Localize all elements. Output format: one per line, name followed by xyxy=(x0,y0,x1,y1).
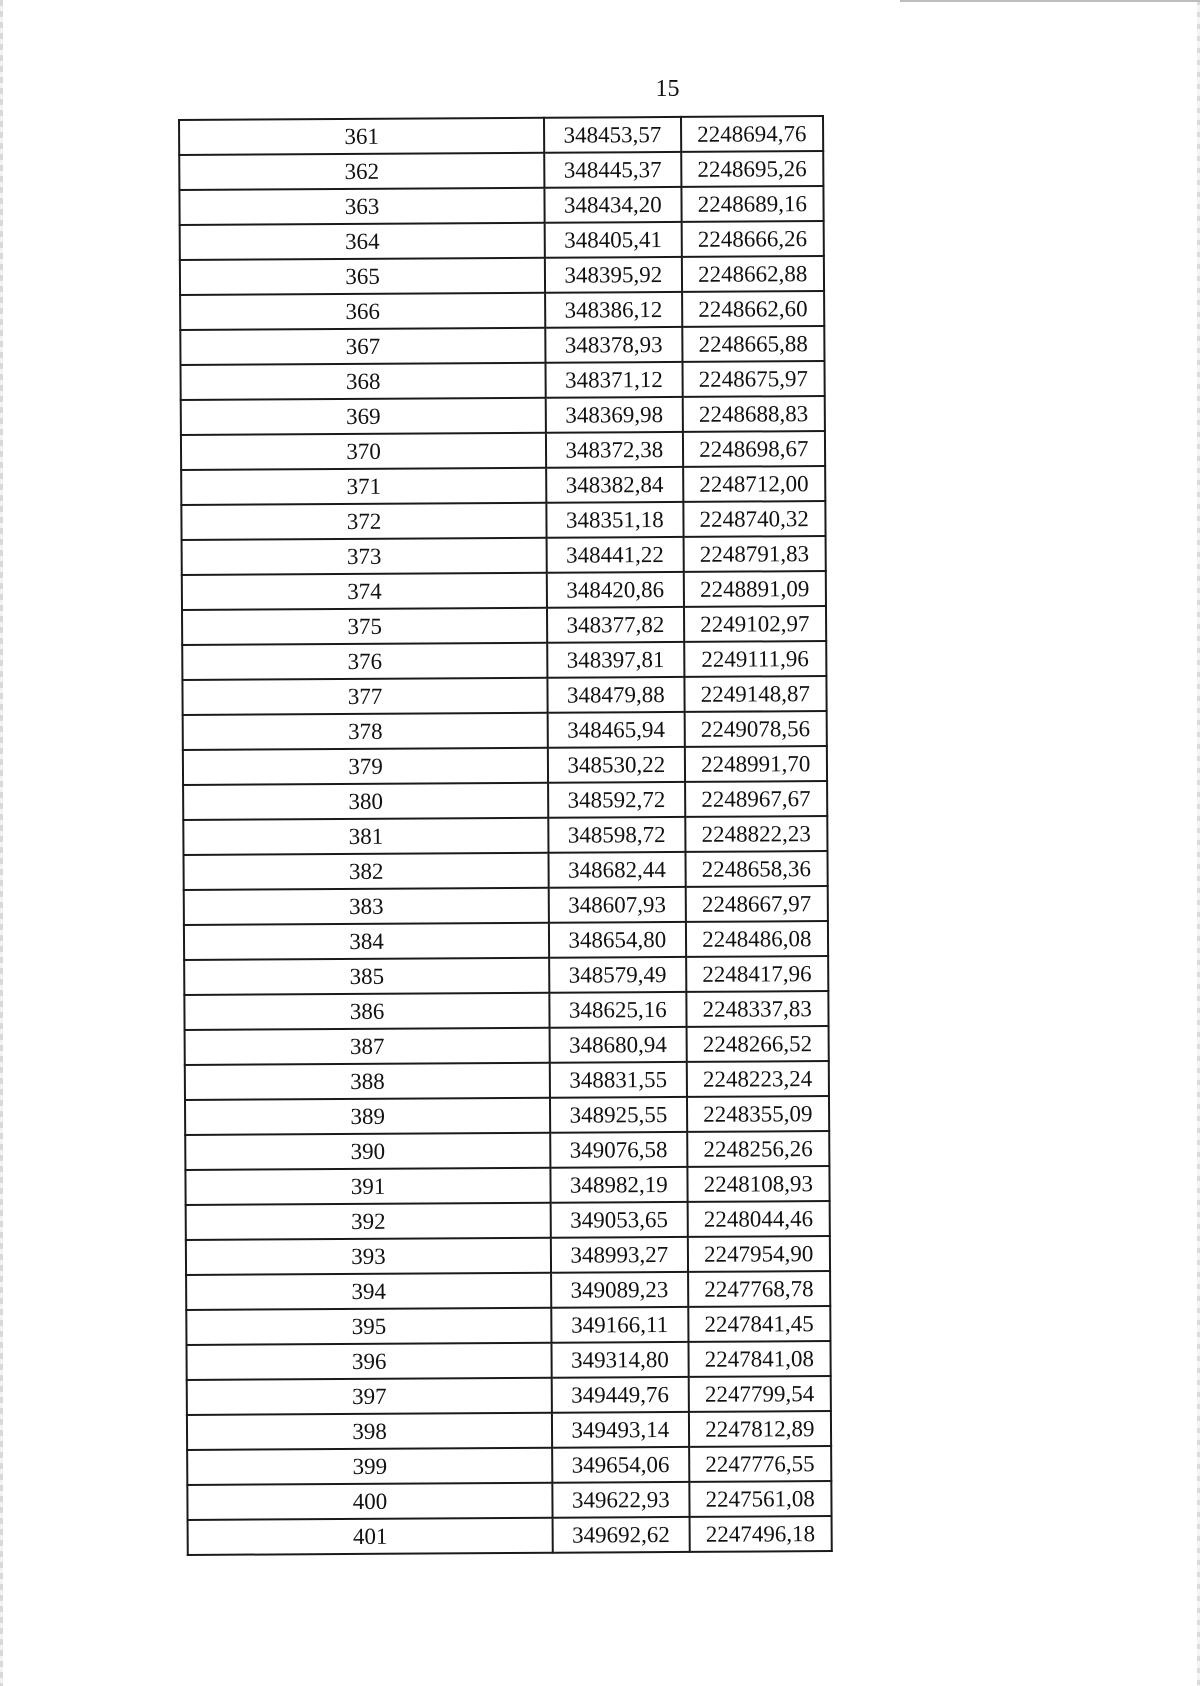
point-number-cell: 389 xyxy=(185,1098,550,1135)
point-number-cell: 361 xyxy=(179,118,544,155)
point-number-cell: 363 xyxy=(179,188,544,225)
y-coordinate-cell: 2248698,67 xyxy=(682,431,825,467)
x-coordinate-cell: 348530,22 xyxy=(548,747,685,783)
x-coordinate-cell: 348372,38 xyxy=(546,432,683,468)
point-number-cell: 376 xyxy=(182,643,547,680)
y-coordinate-cell: 2248337,83 xyxy=(686,991,829,1027)
x-coordinate-cell: 349622,93 xyxy=(552,1482,689,1518)
table-row xyxy=(187,1376,831,1415)
table-row xyxy=(182,571,826,610)
y-coordinate-cell: 2249148,87 xyxy=(684,676,827,712)
x-coordinate-cell: 348682,44 xyxy=(549,852,686,888)
point-number-cell: 397 xyxy=(187,1378,552,1415)
table-row xyxy=(180,291,824,330)
table-row xyxy=(181,431,825,470)
x-coordinate-cell: 348386,12 xyxy=(545,292,682,328)
table-row xyxy=(184,991,828,1030)
table-row xyxy=(180,221,824,260)
x-coordinate-cell: 348982,19 xyxy=(551,1167,688,1203)
table-row xyxy=(183,816,827,855)
y-coordinate-cell: 2248694,76 xyxy=(681,116,824,152)
point-number-cell: 377 xyxy=(182,678,547,715)
point-number-cell: 373 xyxy=(182,538,547,575)
table-row xyxy=(185,1026,829,1065)
x-coordinate-cell: 348405,41 xyxy=(545,222,682,258)
table-row xyxy=(185,1166,829,1205)
y-coordinate-cell: 2248689,16 xyxy=(681,186,824,222)
y-coordinate-cell: 2249102,97 xyxy=(684,606,827,642)
y-coordinate-cell: 2248044,46 xyxy=(687,1201,830,1237)
x-coordinate-cell: 349449,76 xyxy=(552,1377,689,1413)
x-coordinate-cell: 348680,94 xyxy=(550,1027,687,1063)
point-number-cell: 387 xyxy=(185,1028,550,1065)
x-coordinate-cell: 348592,72 xyxy=(548,782,685,818)
x-coordinate-cell: 348378,93 xyxy=(545,327,682,363)
x-coordinate-cell: 348371,12 xyxy=(546,362,683,398)
point-number-cell: 391 xyxy=(185,1168,550,1205)
x-coordinate-cell: 348453,57 xyxy=(544,117,681,153)
y-coordinate-cell: 2247561,08 xyxy=(689,1481,832,1517)
point-number-cell: 400 xyxy=(187,1483,552,1520)
table-row xyxy=(181,396,825,435)
table-row xyxy=(183,851,827,890)
table-row xyxy=(180,326,824,365)
x-coordinate-cell: 348579,49 xyxy=(549,957,686,993)
point-number-cell: 374 xyxy=(182,573,547,610)
table-row xyxy=(184,921,828,960)
table-row xyxy=(184,886,828,925)
x-coordinate-cell: 348441,22 xyxy=(547,537,684,573)
y-coordinate-cell: 2247768,78 xyxy=(688,1271,831,1307)
table-row xyxy=(181,361,825,400)
y-coordinate-cell: 2248688,83 xyxy=(682,396,825,432)
point-number-cell: 395 xyxy=(186,1308,551,1345)
point-number-cell: 401 xyxy=(188,1518,553,1555)
table-row xyxy=(185,1096,829,1135)
x-coordinate-cell: 348925,55 xyxy=(550,1097,687,1133)
table-row xyxy=(186,1201,830,1240)
x-coordinate-cell: 348479,88 xyxy=(548,677,685,713)
table-row xyxy=(186,1236,830,1275)
table-row xyxy=(181,466,825,505)
x-coordinate-cell: 348434,20 xyxy=(545,187,682,223)
x-coordinate-cell: 349314,80 xyxy=(552,1342,689,1378)
point-number-cell: 378 xyxy=(183,713,548,750)
table-row xyxy=(182,606,826,645)
x-coordinate-cell: 348395,92 xyxy=(545,257,682,293)
y-coordinate-cell: 2247496,18 xyxy=(689,1516,832,1552)
point-number-cell: 380 xyxy=(183,783,548,820)
point-number-cell: 364 xyxy=(180,223,545,260)
y-coordinate-cell: 2248417,96 xyxy=(686,956,829,992)
x-coordinate-cell: 348625,16 xyxy=(549,992,686,1028)
table-row xyxy=(180,256,824,295)
y-coordinate-cell: 2248991,70 xyxy=(684,746,827,782)
point-number-cell: 362 xyxy=(179,153,544,190)
x-coordinate-cell: 349493,14 xyxy=(552,1412,689,1448)
scan-edge-left xyxy=(0,0,3,1686)
table-row xyxy=(183,781,827,820)
x-coordinate-cell: 348377,82 xyxy=(547,607,684,643)
table-row xyxy=(181,501,825,540)
y-coordinate-cell: 2249111,96 xyxy=(684,641,827,677)
point-number-cell: 396 xyxy=(186,1343,551,1380)
table-row xyxy=(186,1306,830,1345)
y-coordinate-cell: 2248355,09 xyxy=(687,1096,830,1132)
table-row xyxy=(184,956,828,995)
y-coordinate-cell: 2248666,26 xyxy=(681,221,824,257)
point-number-cell: 371 xyxy=(181,468,546,505)
y-coordinate-cell: 2248891,09 xyxy=(683,571,826,607)
table-row xyxy=(185,1061,829,1100)
x-coordinate-cell: 348369,98 xyxy=(546,397,683,433)
y-coordinate-cell: 2248108,93 xyxy=(687,1166,830,1202)
point-number-cell: 399 xyxy=(187,1448,552,1485)
table-row xyxy=(186,1341,830,1380)
point-number-cell: 370 xyxy=(181,433,546,470)
x-coordinate-cell: 349654,06 xyxy=(552,1447,689,1483)
point-number-cell: 382 xyxy=(183,853,548,890)
x-coordinate-cell: 349089,23 xyxy=(551,1272,688,1308)
x-coordinate-cell: 348420,86 xyxy=(547,572,684,608)
table-row xyxy=(187,1411,831,1450)
y-coordinate-cell: 2248665,88 xyxy=(682,326,825,362)
table-row xyxy=(182,641,826,680)
point-number-cell: 388 xyxy=(185,1063,550,1100)
y-coordinate-cell: 2248822,23 xyxy=(685,816,828,852)
point-number-cell: 386 xyxy=(184,993,549,1030)
table-row xyxy=(182,676,826,715)
point-number-cell: 368 xyxy=(181,363,546,400)
table-row xyxy=(182,536,826,575)
point-number-cell: 375 xyxy=(182,608,547,645)
y-coordinate-cell: 2248486,08 xyxy=(685,921,828,957)
y-coordinate-cell: 2247776,55 xyxy=(689,1446,832,1482)
y-coordinate-cell: 2248967,67 xyxy=(685,781,828,817)
x-coordinate-cell: 349166,11 xyxy=(551,1307,688,1343)
point-number-cell: 369 xyxy=(181,398,546,435)
y-coordinate-cell: 2248740,32 xyxy=(683,501,826,537)
point-number-cell: 379 xyxy=(183,748,548,785)
table-row xyxy=(187,1481,831,1520)
x-coordinate-cell: 348598,72 xyxy=(548,817,685,853)
point-number-cell: 398 xyxy=(187,1413,552,1450)
y-coordinate-cell: 2248675,97 xyxy=(682,361,825,397)
y-coordinate-cell: 2247799,54 xyxy=(688,1376,831,1412)
y-coordinate-cell: 2248667,97 xyxy=(685,886,828,922)
table-row xyxy=(185,1131,829,1170)
page-number: 15 xyxy=(655,76,680,102)
y-coordinate-cell: 2248223,24 xyxy=(686,1061,829,1097)
y-coordinate-cell: 2247841,45 xyxy=(688,1306,831,1342)
x-coordinate-cell: 348993,27 xyxy=(551,1237,688,1273)
x-coordinate-cell: 349692,62 xyxy=(553,1517,690,1553)
point-number-cell: 383 xyxy=(184,888,549,925)
point-number-cell: 381 xyxy=(183,818,548,855)
x-coordinate-cell: 348654,80 xyxy=(549,922,686,958)
y-coordinate-cell: 2247841,08 xyxy=(688,1341,831,1377)
table-row xyxy=(187,1446,831,1485)
point-number-cell: 365 xyxy=(180,258,545,295)
table-row xyxy=(183,711,827,750)
coordinates-table-body xyxy=(179,116,832,1555)
coordinates-table xyxy=(178,115,833,1556)
x-coordinate-cell: 348465,94 xyxy=(548,712,685,748)
y-coordinate-cell: 2249078,56 xyxy=(684,711,827,747)
point-number-cell: 384 xyxy=(184,923,549,960)
y-coordinate-cell: 2248658,36 xyxy=(685,851,828,887)
point-number-cell: 367 xyxy=(180,328,545,365)
scan-edge-top xyxy=(900,0,1200,2)
table-row xyxy=(179,186,823,225)
point-number-cell: 392 xyxy=(186,1203,551,1240)
y-coordinate-cell: 2248791,83 xyxy=(683,536,826,572)
x-coordinate-cell: 348397,81 xyxy=(547,642,684,678)
point-number-cell: 393 xyxy=(186,1238,551,1275)
table-row xyxy=(188,1516,832,1555)
table-row xyxy=(186,1271,830,1310)
y-coordinate-cell: 2248695,26 xyxy=(681,151,824,187)
point-number-cell: 385 xyxy=(184,958,549,995)
table-row xyxy=(183,746,827,785)
y-coordinate-cell: 2247812,89 xyxy=(688,1411,831,1447)
y-coordinate-cell: 2247954,90 xyxy=(687,1236,830,1272)
x-coordinate-cell: 349053,65 xyxy=(551,1202,688,1238)
y-coordinate-cell: 2248266,52 xyxy=(686,1026,829,1062)
point-number-cell: 366 xyxy=(180,293,545,330)
table-row xyxy=(179,151,823,190)
y-coordinate-cell: 2248712,00 xyxy=(683,466,826,502)
x-coordinate-cell: 348351,18 xyxy=(546,502,683,538)
x-coordinate-cell: 348382,84 xyxy=(546,467,683,503)
x-coordinate-cell: 348607,93 xyxy=(549,887,686,923)
y-coordinate-cell: 2248662,60 xyxy=(682,291,825,327)
x-coordinate-cell: 349076,58 xyxy=(550,1132,687,1168)
y-coordinate-cell: 2248662,88 xyxy=(681,256,824,292)
point-number-cell: 390 xyxy=(185,1133,550,1170)
y-coordinate-cell: 2248256,26 xyxy=(687,1131,830,1167)
table-row xyxy=(179,116,823,155)
point-number-cell: 394 xyxy=(186,1273,551,1310)
x-coordinate-cell: 348831,55 xyxy=(550,1062,687,1098)
point-number-cell: 372 xyxy=(181,503,546,540)
x-coordinate-cell: 348445,37 xyxy=(544,152,681,188)
